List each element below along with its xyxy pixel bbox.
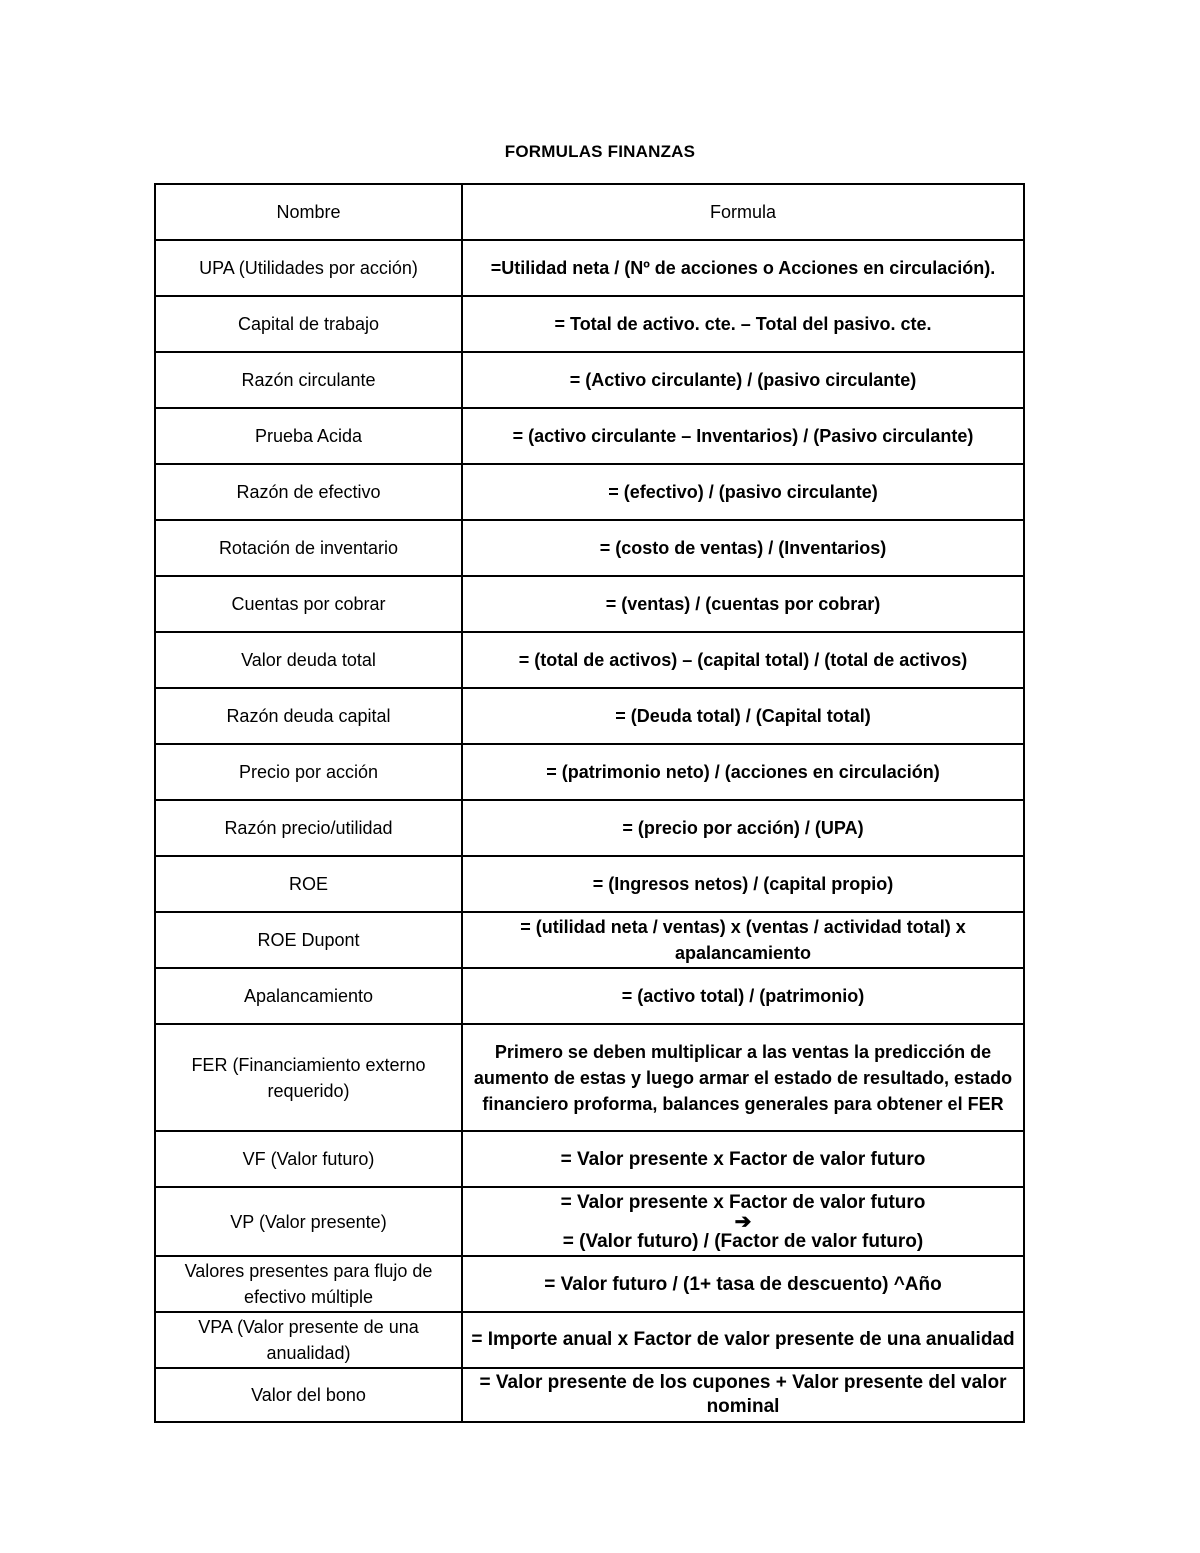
row-formula: = Valor presente x Factor de valor futuro — [462, 1131, 1024, 1187]
row-name: Cuentas por cobrar — [155, 576, 462, 632]
row-name: FER (Financiamiento externo requerido) — [155, 1024, 462, 1131]
page-title: FORMULAS FINANZAS — [504, 142, 696, 161]
row-name: Razón de efectivo — [155, 464, 462, 520]
row-name: Capital de trabajo — [155, 296, 462, 352]
row-formula: = Total de activo. cte. – Total del pasivo. cte. — [462, 296, 1024, 352]
table-row — [155, 632, 1024, 688]
table-row — [155, 1256, 1024, 1312]
row-name: Razón circulante — [155, 352, 462, 408]
table-row — [155, 296, 1024, 352]
table-row — [155, 968, 1024, 1024]
row-formula: = (patrimonio neto) / (acciones en circulación) — [462, 744, 1024, 800]
table-row — [155, 520, 1024, 576]
row-formula: = (ventas) / (cuentas por cobrar) — [462, 576, 1024, 632]
row-name: Razón precio/utilidad — [155, 800, 462, 856]
table-row — [155, 408, 1024, 464]
row-name: UPA (Utilidades por acción) — [155, 240, 462, 296]
row-formula: = Importe anual x Factor de valor presente de una anualidad — [462, 1312, 1024, 1368]
table-row — [155, 1368, 1024, 1422]
row-formula: = (utilidad neta / ventas) x (ventas / actividad total) x apalancamiento — [462, 912, 1024, 968]
row-name: ROE — [155, 856, 462, 912]
table-header-row — [155, 184, 1024, 240]
row-formula: = (costo de ventas) / (Inventarios) — [462, 520, 1024, 576]
row-name: VP (Valor presente) — [155, 1187, 462, 1256]
table-row — [155, 1187, 1024, 1256]
table-row — [155, 744, 1024, 800]
row-formula: = Valor presente de los cupones + Valor presente del valor nominal — [462, 1368, 1024, 1422]
table-row — [155, 576, 1024, 632]
row-name: VF (Valor futuro) — [155, 1131, 462, 1187]
row-formula: = Valor futuro / (1+ tasa de descuento) ^Año — [462, 1256, 1024, 1312]
row-formula: =Utilidad neta / (Nº de acciones o Acciones en circulación). — [462, 240, 1024, 296]
table-row — [155, 1131, 1024, 1187]
row-formula: = (Ingresos netos) / (capital propio) — [462, 856, 1024, 912]
table-row — [155, 464, 1024, 520]
row-name: Razón deuda capital — [155, 688, 462, 744]
row-formula: = (total de activos) – (capital total) / (total de activos) — [462, 632, 1024, 688]
row-formula: = (activo circulante – Inventarios) / (Pasivo circulante) — [462, 408, 1024, 464]
row-name: Rotación de inventario — [155, 520, 462, 576]
table-row — [155, 688, 1024, 744]
row-formula: = (efectivo) / (pasivo circulante) — [462, 464, 1024, 520]
table-row — [155, 912, 1024, 968]
header-formula: Formula — [462, 184, 1024, 240]
table-row — [155, 1312, 1024, 1368]
table-row — [155, 800, 1024, 856]
row-name: Valor deuda total — [155, 632, 462, 688]
row-name: Apalancamiento — [155, 968, 462, 1024]
arrow-right-icon: ➔ — [734, 1210, 752, 1233]
table-row — [155, 856, 1024, 912]
row-name: ROE Dupont — [155, 912, 462, 968]
row-name: Valores presentes para flujo de efectivo múltiple — [155, 1256, 462, 1312]
row-formula: = (activo total) / (patrimonio) — [462, 968, 1024, 1024]
table-row — [155, 1024, 1024, 1131]
header-name: Nombre — [155, 184, 462, 240]
table-row — [155, 240, 1024, 296]
row-formula: = (Deuda total) / (Capital total) — [462, 688, 1024, 744]
row-formula — [462, 1187, 1024, 1256]
table-row — [155, 352, 1024, 408]
row-name: VPA (Valor presente de una anualidad) — [155, 1312, 462, 1368]
row-formula: = (Activo circulante) / (pasivo circulante) — [462, 352, 1024, 408]
row-name: Prueba Acida — [155, 408, 462, 464]
row-formula: Primero se deben multiplicar a las ventas la predicción de aumento de estas y luego armar el estado de resultado, estado financiero proforma, balances generales para obtener el FER — [462, 1024, 1024, 1131]
formulas-table — [154, 183, 1025, 1423]
row-name: Precio por acción — [155, 744, 462, 800]
row-formula: = (precio por acción) / (UPA) — [462, 800, 1024, 856]
formula-line-2: = (Valor futuro) / (Factor de valor futuro) — [562, 1230, 924, 1252]
row-name: Valor del bono — [155, 1368, 462, 1422]
formula-line-1: = Valor presente x Factor de valor futuro — [560, 1191, 926, 1213]
